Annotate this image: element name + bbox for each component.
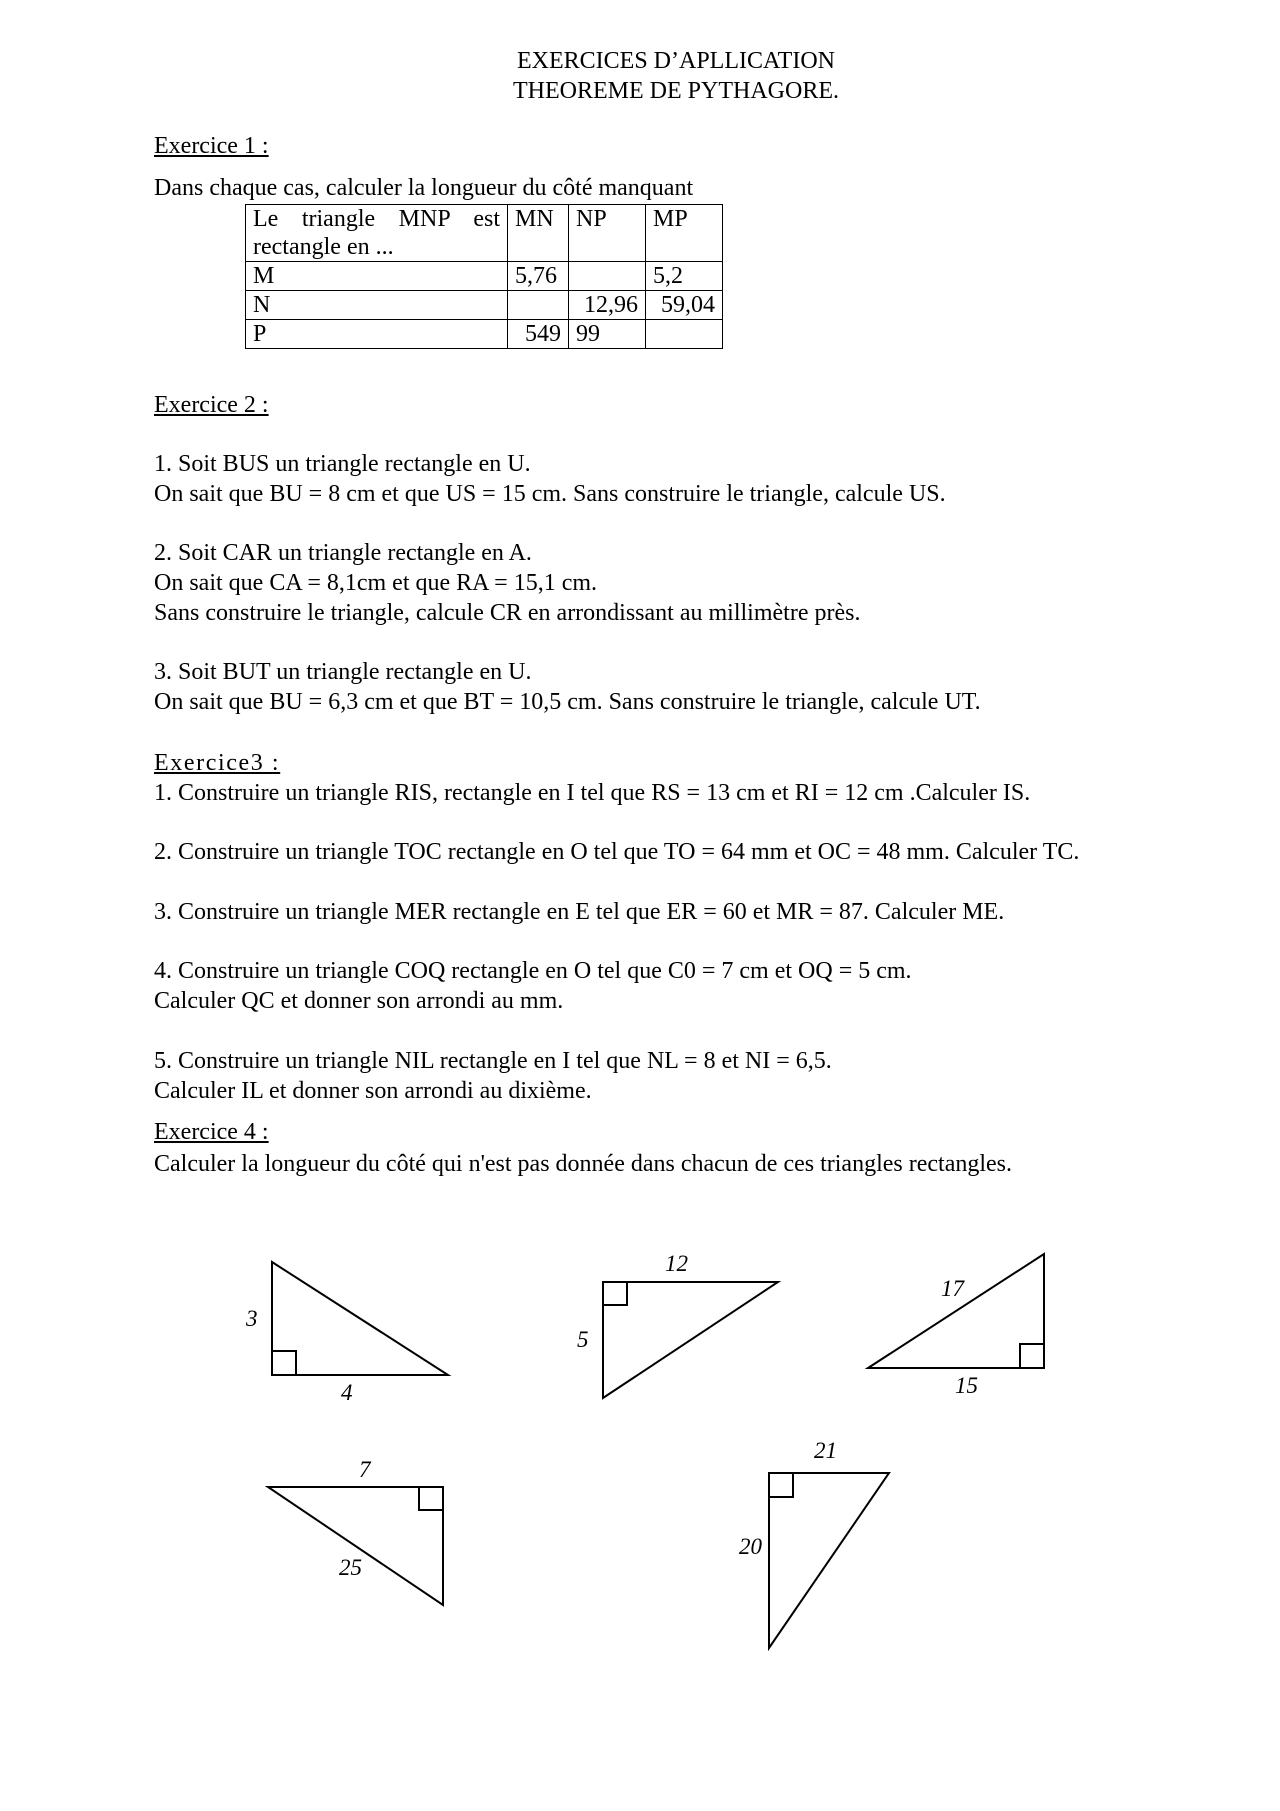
table-cell: 99 bbox=[569, 320, 646, 349]
right-angle-marker bbox=[603, 1282, 627, 1305]
exercise-3-item-4-line-1: 4. Construire un triangle COQ rectangle en O tel que C0 = 7 cm et OQ = 5 cm. bbox=[154, 958, 912, 984]
exercise-4-heading: Exercice 4 : bbox=[154, 1119, 269, 1145]
right-angle-marker bbox=[769, 1473, 793, 1497]
exercise-2-item-2-line-1: 2. Soit CAR un triangle rectangle en A. bbox=[154, 540, 532, 566]
page-title-line-2: THEOREME DE PYTHAGORE. bbox=[513, 78, 839, 104]
exercise-2-item-3-line-2: On sait que BU = 6,3 cm et que BT = 10,5 cm. Sans construire le triangle, calcule UT. bbox=[154, 689, 981, 715]
page-title-line-1: EXERCICES D’APLLICATION bbox=[517, 48, 835, 74]
table-cell: 12,96 bbox=[569, 291, 646, 320]
triangle-5-label-a: 21 bbox=[814, 1438, 837, 1463]
table-cell: N bbox=[246, 291, 508, 320]
table-cell: M bbox=[246, 262, 508, 291]
triangle-3-label-b: 15 bbox=[955, 1373, 978, 1398]
table-header-cell: MP bbox=[646, 205, 723, 262]
triangle-4-label-a: 7 bbox=[359, 1457, 371, 1482]
triangle-5-label-b: 20 bbox=[739, 1534, 762, 1559]
exercise-4-instruction: Calculer la longueur du côté qui n'est pas donnée dans chacun de ces triangles rectangles. bbox=[154, 1151, 1013, 1177]
right-triangle-2 bbox=[603, 1282, 778, 1398]
exercise-2-heading: Exercice 2 : bbox=[154, 392, 269, 418]
table-header-cell: MN bbox=[508, 205, 569, 262]
table-header-cell: Le triangle MNP est rectangle en ... bbox=[246, 205, 508, 262]
triangle-1-label-a: 3 bbox=[246, 1306, 258, 1331]
right-angle-marker bbox=[1020, 1344, 1044, 1368]
triangle-2-label-b: 5 bbox=[577, 1327, 589, 1352]
table-cell: 549 bbox=[508, 320, 569, 349]
triangle-3-label-a: 17 bbox=[941, 1276, 964, 1301]
exercise-1-heading: Exercice 1 : bbox=[154, 133, 269, 159]
right-triangle-5 bbox=[769, 1473, 889, 1648]
exercise-2-item-1-line-2: On sait que BU = 8 cm et que US = 15 cm. Sans construire le triangle, calcule US. bbox=[154, 481, 946, 507]
right-angle-marker bbox=[272, 1351, 296, 1375]
table-cell: 5,76 bbox=[508, 262, 569, 291]
exercise-2-item-3-line-1: 3. Soit BUT un triangle rectangle en U. bbox=[154, 659, 532, 685]
triangle-2-label-a: 12 bbox=[665, 1251, 688, 1276]
exercise-3-item-2: 2. Construire un triangle TOC rectangle en O tel que TO = 64 mm et OC = 48 mm. Calculer TC. bbox=[154, 839, 1080, 865]
exercise-3-item-4-line-2: Calculer QC et donner son arrondi au mm. bbox=[154, 988, 564, 1014]
right-triangle-4 bbox=[268, 1487, 443, 1605]
table-cell: P bbox=[246, 320, 508, 349]
table-cell: 5,2 bbox=[646, 262, 723, 291]
triangle-1-label-b: 4 bbox=[341, 1380, 353, 1405]
exercise-2-item-1-line-1: 1. Soit BUS un triangle rectangle en U. bbox=[154, 451, 531, 477]
right-triangle-3 bbox=[868, 1254, 1044, 1368]
table-header-cell: NP bbox=[569, 205, 646, 262]
exercise-2-item-2-line-2: On sait que CA = 8,1cm et que RA = 15,1 cm. bbox=[154, 570, 598, 596]
exercise-3-item-1: 1. Construire un triangle RIS, rectangle en I tel que RS = 13 cm et RI = 12 cm .Calculer IS. bbox=[154, 780, 1031, 806]
exercise-3-heading: Exercice3 : bbox=[154, 750, 281, 776]
exercise-3-item-3: 3. Construire un triangle MER rectangle en E tel que ER = 60 et MR = 87. Calculer ME. bbox=[154, 899, 1005, 925]
triangle-4-label-b: 25 bbox=[339, 1555, 362, 1580]
exercise-3-item-5-line-1: 5. Construire un triangle NIL rectangle en I tel que NL = 8 et NI = 6,5. bbox=[154, 1048, 832, 1074]
exercise-1-instruction: Dans chaque cas, calculer la longueur du côté manquant bbox=[154, 175, 694, 201]
right-angle-marker bbox=[419, 1487, 443, 1510]
exercise-3-item-5-line-2: Calculer IL et donner son arrondi au dixième. bbox=[154, 1078, 592, 1104]
table-cell: 59,04 bbox=[646, 291, 723, 320]
right-triangle-1 bbox=[272, 1262, 448, 1375]
exercise-2-item-2-line-3: Sans construire le triangle, calcule CR en arrondissant au millimètre près. bbox=[154, 600, 861, 626]
